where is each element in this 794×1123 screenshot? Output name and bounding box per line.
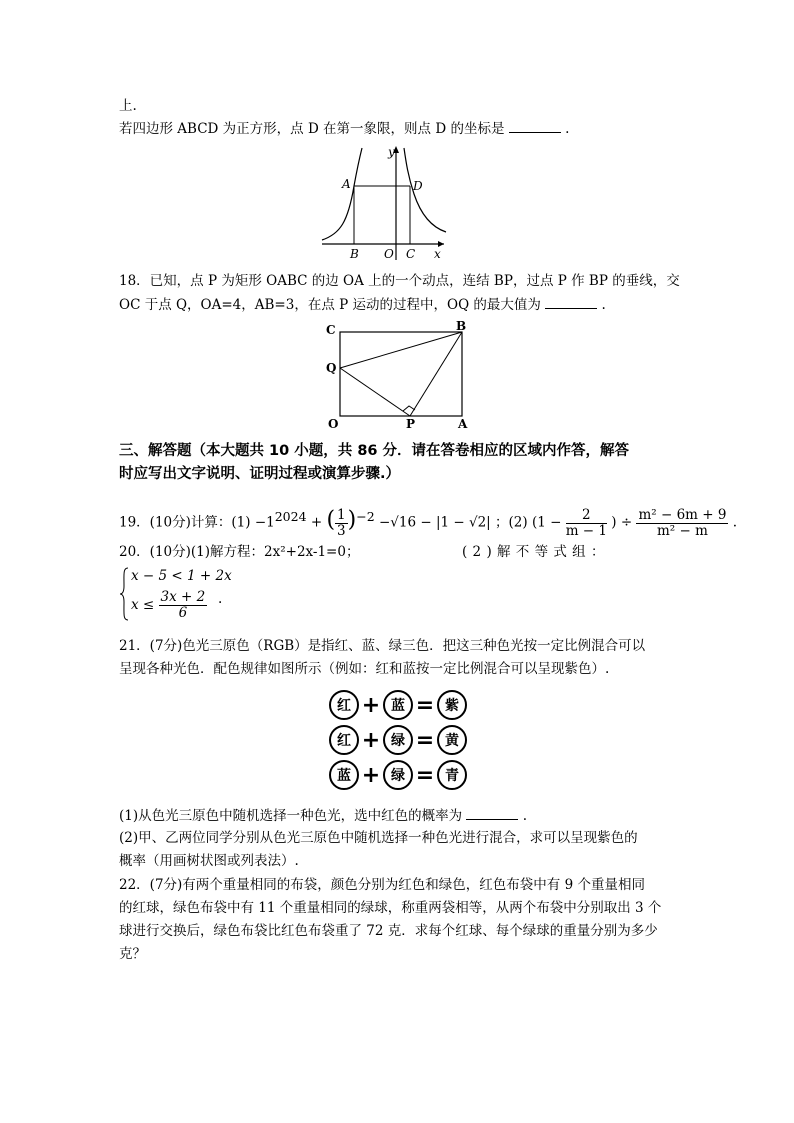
q18-line2 [119, 295, 606, 314]
q19-p2-frac1 [566, 508, 607, 539]
q19-p2-frac2-num: m² − 6m + 9 [638, 506, 727, 523]
q22-line4: 克？ [119, 946, 146, 962]
q21-line1: 21．(7分)色光三原色（RGB）是指红、蓝、绿三色．把这三种色光按一定比例混合可以 [119, 638, 646, 654]
q19 [119, 504, 737, 539]
q19-frac-num: 1 [337, 506, 346, 523]
fig18-label-b: B [456, 319, 467, 333]
q20-line1: 20．(10分)(1)解方程：2x²+2x-1=0； [119, 544, 360, 560]
q19-paren-close: ) [347, 507, 357, 533]
q18-line1: 18．已知，点 P 为矩形 OABC 的边 OA 上的一个动点，连结 BP，过点 P 作 BP 的垂线，交 [119, 273, 680, 289]
q19-p2-frac1-num: 2 [566, 508, 607, 524]
q17-end: . [565, 121, 570, 137]
q17-tail: 上. [119, 98, 137, 114]
q19-sep: ；(2) [495, 514, 528, 531]
q21-answer-blank [466, 806, 518, 820]
q19-fraction [335, 508, 348, 539]
fig17-label-c: C [406, 247, 416, 261]
q17-answer-blank [509, 119, 561, 133]
q19-exp1: 2024 [274, 509, 307, 524]
fig17-label-o: O [384, 247, 394, 261]
figure-17-hyperbola [318, 142, 448, 262]
q19-p2-open: (1 − [531, 514, 562, 531]
q19-term1: −1 [254, 514, 275, 531]
color-row [329, 690, 469, 720]
fig18-label-q: Q [326, 361, 337, 375]
color-circle: 红 [329, 690, 359, 720]
section3-line2: 时应写出文字说明、证明过程或演算步骤.） [119, 466, 401, 482]
color-circle: 蓝 [383, 690, 413, 720]
fig18-label-p: P [406, 417, 416, 431]
color-circle: 绿 [383, 760, 413, 790]
color-circle: 紫 [437, 690, 467, 720]
q17-text: 若四边形 ABCD 为正方形，点 D 在第一象限，则点 D 的坐标是 [119, 121, 505, 137]
q18-answer-blank [545, 295, 597, 309]
fig18-label-a: A [458, 417, 468, 431]
color-row [329, 760, 469, 790]
q19-p2-frac1-den: m − 1 [565, 522, 607, 539]
section3-line1: 三、解答题（本大题共 10 小题，共 86 分．请在答卷相应的区域内作答，解答 [119, 443, 630, 459]
plus-sign: + [361, 727, 381, 753]
q21-line2: 呈现各种光色．配色规律如图所示（例如：红和蓝按一定比例混合可以呈现紫色）. [119, 661, 610, 677]
q20-ineq2 [131, 590, 207, 621]
q20-ineq1: x − 5 < 1 + 2x [131, 568, 232, 584]
plus-sign: + [361, 692, 381, 718]
color-row [329, 725, 469, 755]
plus-sign: + [361, 762, 381, 788]
q21-sub1-text: (1)从色光三原色中随机选择一种色光，选中红色的概率为 [119, 808, 463, 824]
q19-p2-close: ) ÷ [611, 514, 633, 531]
color-circle: 黄 [437, 725, 467, 755]
q19-p2-frac2-den: m² − m [657, 522, 708, 539]
color-circle: 绿 [383, 725, 413, 755]
equals-sign: = [415, 692, 435, 718]
q20-inequality-system [119, 566, 249, 622]
q18-end: . [601, 297, 606, 313]
color-circle: 红 [329, 725, 359, 755]
equals-sign: = [415, 762, 435, 788]
q21-sub1 [119, 806, 527, 825]
fig17-label-x: x [434, 247, 441, 261]
fig17-label-b: B [350, 247, 359, 261]
q22-line1: 22．(7分)有两个重量相同的布袋，颜色分别为红色和绿色，红色布袋中有 9 个重量相同 [119, 877, 645, 893]
q20-brace-icon [119, 566, 129, 622]
figure-18-rectangle [320, 318, 480, 432]
q21-sub2a: (2)甲、乙两位同学分别从色光三原色中随机选择一种色光进行混合，求可以呈现紫色的 [119, 830, 638, 846]
fig17-label-y: y [388, 145, 395, 159]
equals-sign: = [415, 727, 435, 753]
q19-label: 19．(10分)计算：(1) [119, 514, 251, 531]
q21-sub2b: 概率（用画树状图或列表法）. [119, 853, 299, 869]
q20-ineq2-frac [159, 590, 208, 621]
q20-ineq2-num: 3x + 2 [160, 589, 206, 605]
q19-paren-open: ( [326, 507, 336, 533]
color-circle: 青 [437, 760, 467, 790]
q19-exp2: −2 [356, 509, 375, 524]
fig17-label-d: D [413, 179, 423, 193]
q17-question [119, 119, 569, 138]
fig17-label-a: A [342, 177, 351, 191]
fig18-label-c: C [326, 323, 336, 337]
q20-ineq2-left: x ≤ [131, 597, 155, 613]
q22-line2: 的红球，绿色布袋中有 11 个重量相同的绿球，称重两袋相等，从两个布袋中分别取出 3 个 [119, 900, 662, 916]
q19-p2-frac2 [636, 508, 728, 539]
q20-right: ( 2 ) 解 不 等 式 组 ： [462, 544, 605, 560]
q19-end: . [732, 514, 738, 531]
q21-sub1-end: . [522, 808, 528, 824]
q19-rest: −√16 − |1 − √2| [378, 514, 491, 531]
q20-end: . [218, 591, 223, 607]
fig18-label-o: O [328, 417, 339, 431]
q19-frac-den: 3 [337, 522, 346, 539]
color-circle: 蓝 [329, 760, 359, 790]
q18-text: OC 于点 Q，OA=4，AB=3，在点 P 运动的过程中，OQ 的最大值为 [119, 297, 541, 313]
q20-ineq2-den: 6 [178, 605, 188, 621]
q19-plus: + [310, 514, 323, 531]
q21-color-table [329, 690, 469, 800]
q22-line3: 球进行交换后，绿色布袋比红色布袋重了 72 克．求每个红球、每个绿球的重量分别为多少 [119, 923, 658, 939]
